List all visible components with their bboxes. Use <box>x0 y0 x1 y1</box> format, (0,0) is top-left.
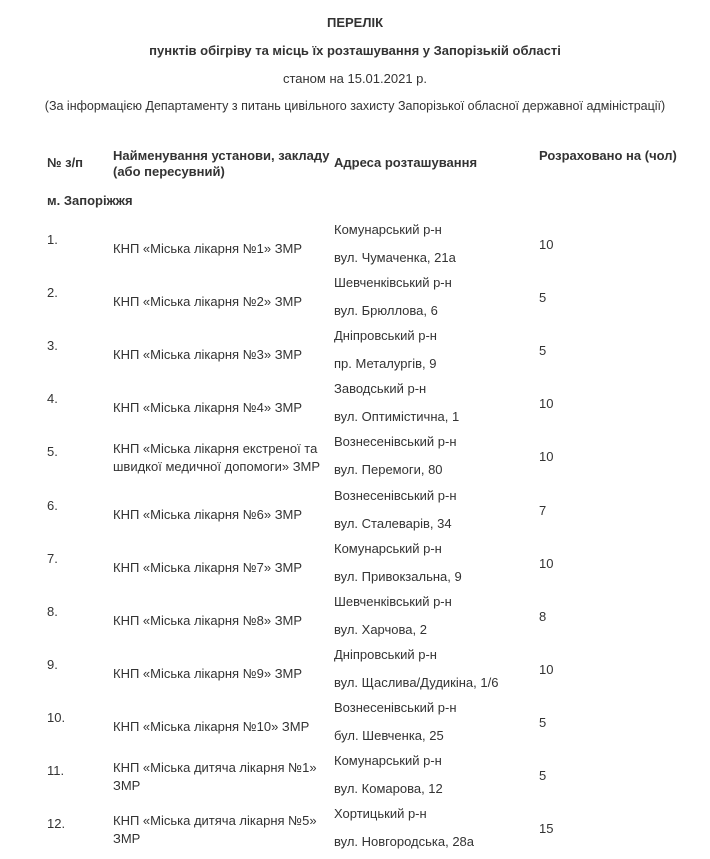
row-number: 11. <box>47 763 65 778</box>
row-number: 9. <box>47 656 58 672</box>
row-address-street: вул. Брюллова, 6 <box>334 303 438 319</box>
document-subtitle: пунктів обігріву та місць їх розташування у Запорізькій області <box>149 43 561 58</box>
table-row <box>0 753 710 806</box>
row-number: 4. <box>47 391 58 407</box>
row-number: 6. <box>47 497 58 513</box>
row-institution-name: КНП «Міська лікарня №7» ЗМР <box>113 559 303 575</box>
row-institution-name: КНП «Міська лікарня №1» ЗМР <box>113 241 303 256</box>
table-row <box>0 275 710 328</box>
row-address-street: вул. Привокзальна, 9 <box>334 568 462 584</box>
row-capacity: 10 <box>539 661 554 677</box>
row-address-district: Шевченківський р-н <box>334 275 452 291</box>
row-address-street: вул. Щаслива/Дудикіна, 1/6 <box>334 674 499 690</box>
row-number: 2. <box>47 285 58 301</box>
column-header-capacity: Розраховано на (чол) <box>539 148 677 163</box>
row-capacity: 15 <box>539 821 554 837</box>
row-institution-name: КНП «Міська лікарня №4» ЗМР <box>113 400 303 416</box>
row-address-district: Шевченківський р-н <box>334 593 452 609</box>
row-address-district: Хортицький р-н <box>334 806 427 822</box>
row-number: 12. <box>47 816 66 832</box>
row-number: 1. <box>47 232 58 247</box>
row-address-district: Вознесенівський р-н <box>334 487 457 503</box>
column-header-number: № з/п <box>47 155 84 170</box>
row-capacity: 10 <box>539 555 554 571</box>
city-group-label: м. Запоріжжя <box>47 193 133 208</box>
row-address-street: вул. Чумаченка, 21а <box>334 250 456 265</box>
column-header-address: Адреса розташування <box>334 155 478 170</box>
row-capacity: 5 <box>539 290 547 306</box>
row-address-district: Комунарський р-н <box>334 753 442 768</box>
row-institution-name: КНП «Міська лікарня №10» ЗМР <box>113 718 310 734</box>
row-capacity: 10 <box>539 237 554 252</box>
row-institution-name: КНП «Міська дитяча лікарня №1» ЗМР <box>113 760 317 793</box>
table-row <box>0 381 710 434</box>
table-row <box>0 647 710 700</box>
row-number: 7. <box>47 550 58 566</box>
row-number: 3. <box>47 338 58 354</box>
table-row <box>0 806 710 859</box>
row-number: 10. <box>47 709 66 725</box>
row-institution-name: КНП «Міська лікарня екстреної та швидкої медичної допомоги» ЗМР <box>113 441 321 475</box>
row-address-street: вул. Сталеварів, 34 <box>334 515 452 531</box>
row-capacity: 10 <box>539 396 554 412</box>
table-row <box>0 594 710 647</box>
row-address-district: Вознесенівський р-н <box>334 434 457 450</box>
row-capacity: 8 <box>539 608 547 624</box>
row-institution-name: КНП «Міська лікарня №9» ЗМР <box>113 665 303 681</box>
table-row <box>0 222 710 275</box>
row-institution-name: КНП «Міська лікарня №8» ЗМР <box>113 612 303 628</box>
column-header-name: Найменування установи, закладу (або пересувний) <box>113 148 330 179</box>
row-address-district: Вознесенівський р-н <box>334 699 457 715</box>
row-capacity: 5 <box>539 768 547 783</box>
row-capacity: 7 <box>539 502 547 518</box>
row-institution-name: КНП «Міська дитяча лікарня №5» ЗМР <box>113 813 317 847</box>
table-row <box>0 328 710 381</box>
document-title: ПЕРЕЛІК <box>326 15 384 30</box>
row-number: 5. <box>47 444 58 460</box>
row-address-district: Дніпровський р-н <box>334 646 437 662</box>
document-date: станом на 15.01.2021 р. <box>282 71 428 86</box>
row-address-district: Комунарський р-н <box>334 222 442 237</box>
row-capacity: 5 <box>539 714 547 730</box>
row-number: 8. <box>47 603 58 619</box>
row-institution-name: КНП «Міська лікарня №3» ЗМР <box>113 347 303 363</box>
row-address-district: Заводський р-н <box>334 381 427 397</box>
row-address-district: Комунарський р-н <box>334 540 442 556</box>
row-institution-name: КНП «Міська лікарня №6» ЗМР <box>113 506 303 522</box>
row-address-street: вул. Оптимістична, 1 <box>334 409 460 425</box>
row-capacity: 5 <box>539 343 547 359</box>
row-address-street: вул. Перемоги, 80 <box>334 462 443 478</box>
row-address-street: вул. Новгородська, 28а <box>334 834 475 850</box>
table-row <box>0 434 710 487</box>
table-row <box>0 541 710 594</box>
row-address-district: Дніпровський р-н <box>334 328 437 344</box>
row-address-street: вул. Харчова, 2 <box>334 621 427 637</box>
document-source-note: (За інформацією Департаменту з питань цивільного захисту Запорізької обласної державної адміністрації) <box>44 99 666 113</box>
table-row <box>0 700 710 753</box>
row-address-street: вул. Комарова, 12 <box>334 781 443 796</box>
table-row <box>0 488 710 541</box>
row-capacity: 10 <box>539 449 554 465</box>
row-address-street: бул. Шевченка, 25 <box>334 727 444 743</box>
row-institution-name: КНП «Міська лікарня №2» ЗМР <box>113 294 303 310</box>
row-address-street: пр. Металургів, 9 <box>334 356 437 372</box>
